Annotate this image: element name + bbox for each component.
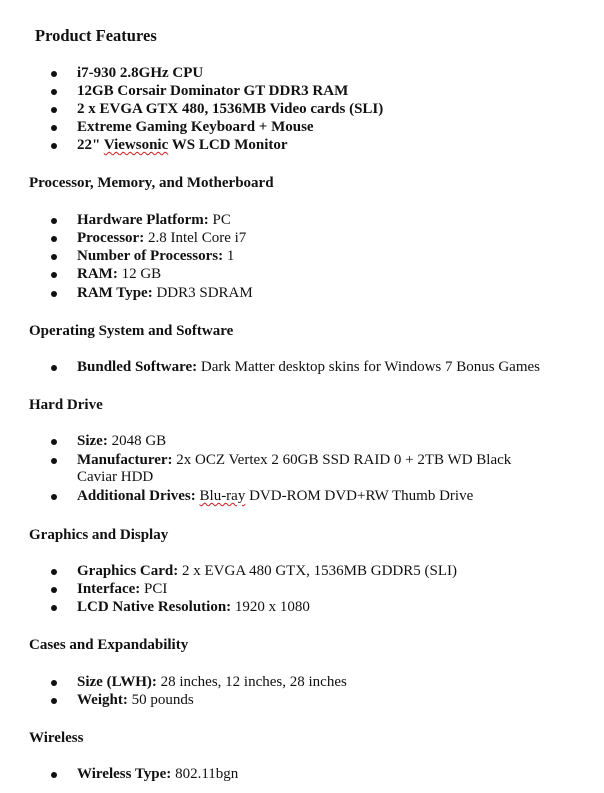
spec-value: 28 inches, 12 inches, 28 inches xyxy=(160,674,347,690)
spec-value: PCI xyxy=(144,581,168,597)
section-heading-processor: Processor, Memory, and Motherboard xyxy=(29,175,274,191)
bullet-icon xyxy=(51,458,57,464)
spec-label: RAM Type: xyxy=(77,285,153,301)
spec-label: Weight: xyxy=(77,692,128,708)
spec-item xyxy=(77,599,310,615)
spec-label: Size: xyxy=(77,433,108,449)
spec-label: Graphics Card: xyxy=(77,563,179,579)
spec-label: Processor: xyxy=(77,230,145,246)
bullet-icon xyxy=(51,89,57,95)
spec-item xyxy=(77,285,253,301)
section-heading-hard-drive: Hard Drive xyxy=(29,397,103,413)
spec-value: 2x OCZ Vertex 2 60GB SSD RAID 0 + 2TB WD Black xyxy=(176,452,512,468)
bullet-icon xyxy=(51,71,57,77)
feature-text: 22" xyxy=(77,137,104,153)
bullet-icon xyxy=(51,254,57,260)
spec-item xyxy=(77,692,194,708)
section-heading-wireless: Wireless xyxy=(29,730,84,746)
feature-item: Extreme Gaming Keyboard + Mouse xyxy=(77,119,314,135)
bullet-icon xyxy=(51,236,57,242)
bullet-icon xyxy=(51,772,57,778)
bullet-icon xyxy=(51,680,57,686)
spec-item xyxy=(77,766,238,782)
spec-item xyxy=(77,433,166,449)
spec-value: Dark Matter desktop skins for Windows 7 Bonus Games xyxy=(200,359,540,375)
section-heading-cases: Cases and Expandability xyxy=(29,637,189,653)
bullet-icon xyxy=(51,365,57,371)
spec-value-continued: Caviar HDD xyxy=(77,469,154,485)
spec-label: Hardware Platform: xyxy=(77,212,209,228)
bullet-icon xyxy=(51,143,57,149)
spec-item xyxy=(77,488,473,504)
feature-item: i7-930 2.8GHz CPU xyxy=(77,65,204,81)
bullet-icon xyxy=(51,605,57,611)
feature-item: 12GB Corsair Dominator GT DDR3 RAM xyxy=(77,83,349,99)
spec-label: Wireless Type: xyxy=(77,766,172,782)
spec-item xyxy=(77,266,161,282)
spec-value: PC xyxy=(212,212,231,228)
bullet-icon xyxy=(51,569,57,575)
spec-value: 2048 GB xyxy=(111,433,167,449)
bullet-icon xyxy=(51,107,57,113)
spec-label: Number of Processors: xyxy=(77,248,224,264)
bullet-icon xyxy=(51,291,57,297)
page-title: Product Features xyxy=(35,26,157,45)
bullet-icon xyxy=(51,125,57,131)
spec-value: 1920 x 1080 xyxy=(234,599,310,615)
spec-item xyxy=(77,248,234,264)
spec-item xyxy=(77,212,231,228)
section-heading-graphics: Graphics and Display xyxy=(29,527,169,543)
spec-item xyxy=(77,230,246,246)
bullet-icon xyxy=(51,439,57,445)
spellcheck-word: Blu-ray xyxy=(199,488,246,504)
spec-label: Bundled Software: xyxy=(77,359,198,375)
spec-label: Additional Drives: xyxy=(77,488,196,504)
spec-item xyxy=(77,581,167,597)
spec-item xyxy=(77,674,347,690)
spec-item xyxy=(77,359,540,375)
spellcheck-word: Viewsonic xyxy=(103,137,169,153)
bullet-icon xyxy=(51,272,57,278)
bullet-icon xyxy=(51,218,57,224)
spec-label: Size (LWH): xyxy=(77,674,157,690)
spec-value: 12 GB xyxy=(121,266,162,282)
spec-value: 50 pounds xyxy=(131,692,194,708)
feature-text: WS LCD Monitor xyxy=(168,137,288,153)
spec-value: DVD-ROM DVD+RW Thumb Drive xyxy=(245,488,474,504)
bullet-icon xyxy=(51,494,57,500)
spec-label: LCD Native Resolution: xyxy=(77,599,232,615)
spec-label: Manufacturer: xyxy=(77,452,173,468)
feature-item: 2 x EVGA GTX 480, 1536MB Video cards (SLI) xyxy=(77,101,384,117)
spec-value: 1 xyxy=(226,248,235,264)
spec-label: Interface: xyxy=(77,581,141,597)
spec-value: DDR3 SDRAM xyxy=(156,285,253,301)
section-heading-os: Operating System and Software xyxy=(29,323,234,339)
spec-item xyxy=(77,452,511,468)
spec-item xyxy=(77,563,457,579)
bullet-icon xyxy=(51,698,57,704)
spec-value: 2.8 Intel Core i7 xyxy=(147,230,247,246)
spec-value: 802.11bgn xyxy=(175,766,239,782)
feature-item xyxy=(77,137,288,153)
spec-label: RAM: xyxy=(77,266,118,282)
bullet-icon xyxy=(51,587,57,593)
spec-value: 2 x EVGA 480 GTX, 1536MB GDDR5 (SLI) xyxy=(182,563,457,579)
